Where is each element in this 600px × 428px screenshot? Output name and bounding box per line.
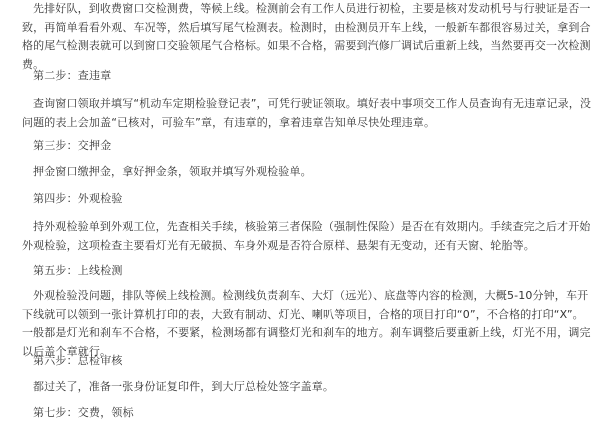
step2-heading: 第二步：查违章 [33, 69, 112, 82]
step4-paragraph: 持外观检验单到外观工位，先查相关手续，核验第三者保险（强制性保险）是否在有效期内。手续查完之后才开始外观检验，这项检查主要看灯光有无破损、车身外观是否符合原样、悬架有无变动，还有天窗、轮胎等。 [22, 220, 591, 252]
step4-heading: 第四步：外观检验 [33, 192, 123, 205]
step2-paragraph: 查询窗口领取并填写“机动车定期检验登记表”，可凭行驶证领取。填好表中事项交工作人员查询有无违章记录，没问题的表上会加盖“已核对，可验车”章，有违章的，拿着违章告知单尽快处理违章。 [22, 97, 592, 129]
step6-paragraph: 都过关了，准备一张身份证复印件，到大厅总检处签字盖章。 [33, 380, 335, 393]
step5-paragraph: 外观检验没问题，排队等候上线检测。检测线负责刹车、大灯（远光）、底盘等内容的检测，大概5-10分钟，车开下线就可以领到一张计算机打印的表，大致有制动、灯光、喇叭等项目，合格的项目打印“0”，不合格的打印“X”。一般都是灯光和刹车不合格，不要紧，检测场都有调整灯光和刹车的地方。刹车调整后要重新上线，灯光不用，调完以后盖个章就行。 [22, 289, 591, 358]
step7-heading: 第七步：交费，领标 [33, 406, 134, 419]
step1-paragraph: 先排好队，到收费窗口交检测费，等候上线。检测前会有工作人员进行初检，主要是核对发动机号与行驶证是否一致，再简单看看外观、车况等，然后填写尾气检测表。检测时，由检测员开车上线，一般新车都很容易过关，拿到合格的尾气检测表就可以到窗口交验领尾气合格标。如果不合格，需要到汽修厂调试后重新上线，当然要再交一次检测费。 [22, 2, 591, 71]
step6-heading: 第六步：总检审核 [33, 354, 123, 367]
step3-paragraph: 押金窗口缴押金，拿好押金条，领取并填写外观检验单。 [33, 165, 312, 178]
step5-heading: 第五步：上线检测 [33, 264, 123, 277]
step3-heading: 第三步：交押金 [33, 139, 112, 152]
